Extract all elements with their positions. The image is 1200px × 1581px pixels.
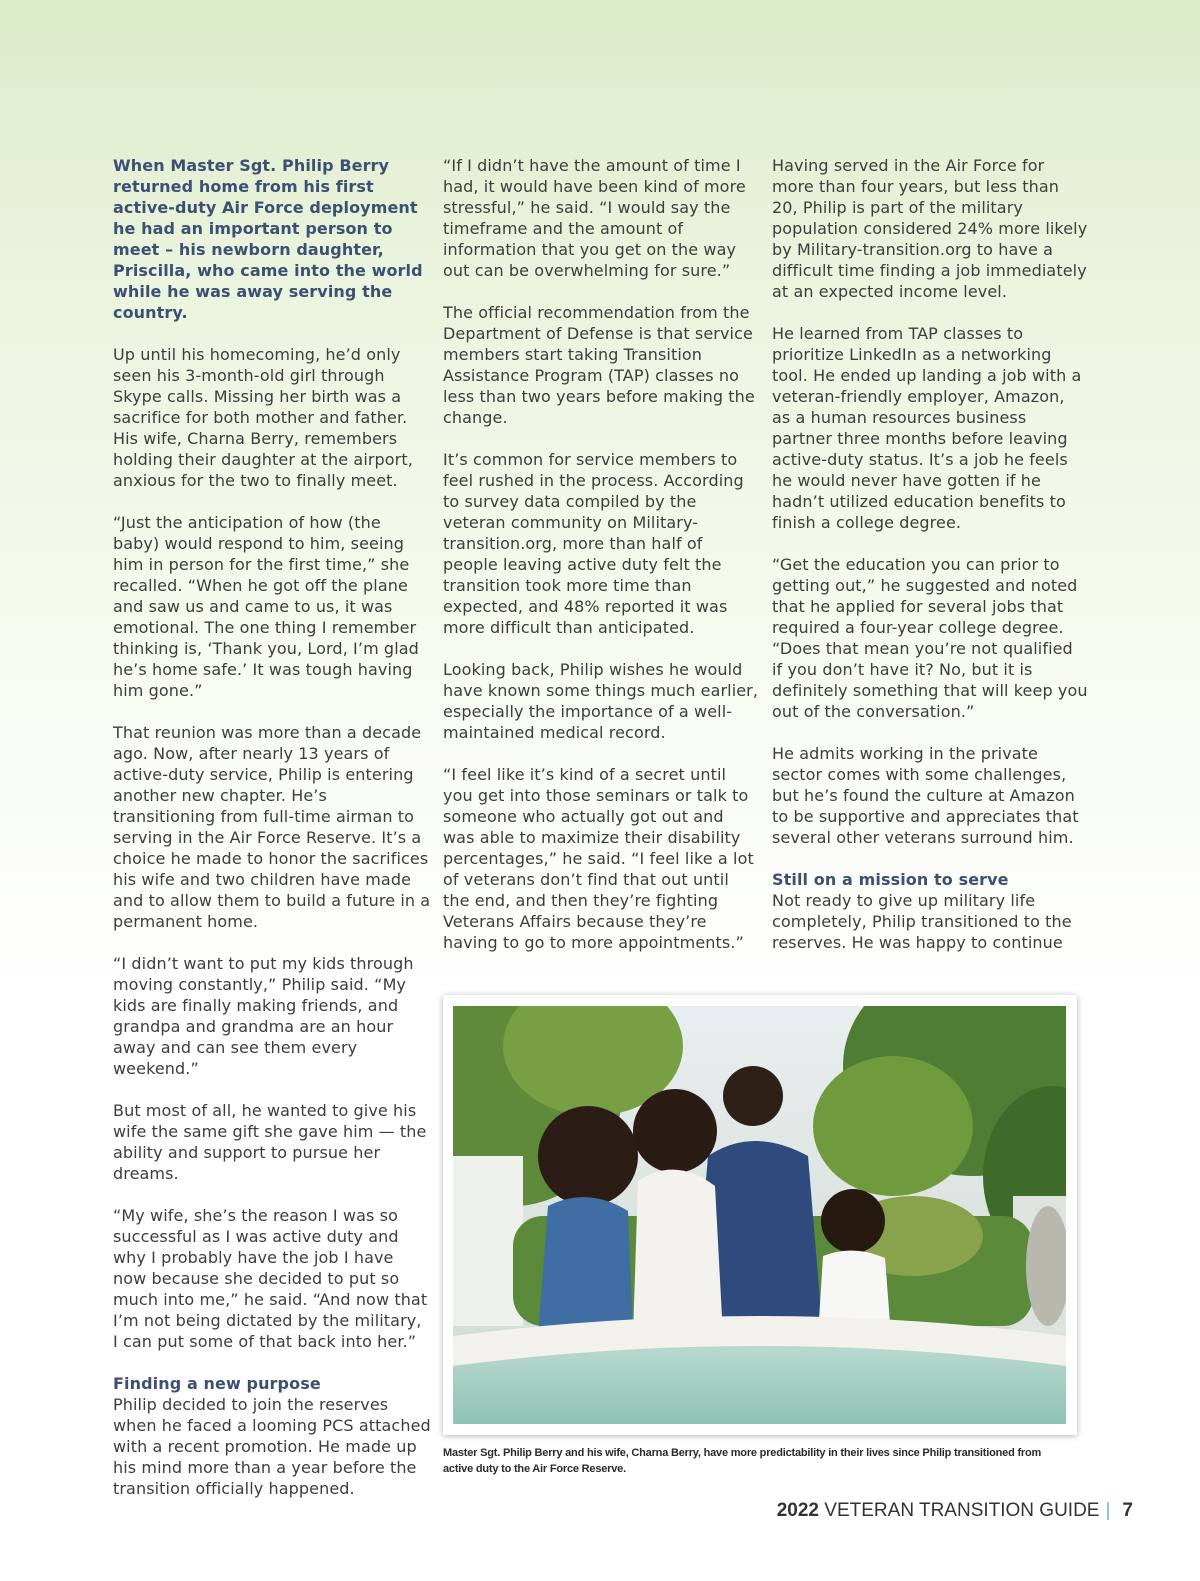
footer-year: 2022 xyxy=(776,1500,820,1521)
body-paragraph: That reunion was more than a decade ago. Now, after nearly 13 years of active-duty service, Philip is entering another new chapter. He’s transitioning from full-time airman to serving in the Air Force Reserve. It’s a choice he made to honor the sacrifices his wife and two children have made and to allow them to build a future in a permanent home. xyxy=(113,723,431,931)
body-paragraph: “I didn’t want to put my kids through moving constantly,” Philip said. “My kids are finally making friends, and grandpa and grandma are an hour away and can see them every weekend.” xyxy=(113,954,414,1078)
body-paragraph: “Just the anticipation of how (the baby) would respond to him, seeing him in person for the first time,” she recalled. “When he got off the plane and saw us and came to us, it was emotional. The one thing I remember thinking is, ‘Thank you, Lord, I’m glad he’s home safe.’ It was tough having him gone.” xyxy=(113,513,419,700)
body-paragraph: Looking back, Philip wishes he would have known some things much earlier, especially the importance of a well-maintained medical record. xyxy=(443,660,759,742)
body-paragraph: It’s common for service members to feel rushed in the process. According to survey data compiled by the veteran community on Military-transition.org, more than half of people leaving active duty felt the transition took more time than expected, and 48% reported it was more difficult than anticipated. xyxy=(443,450,744,637)
body-paragraph: The official recommendation from the Department of Defense is that service members start taking Transition Assistance Program (TAP) classes no less than two years before making the change. xyxy=(443,303,755,427)
family-photo xyxy=(453,1006,1066,1424)
page-footer xyxy=(777,1500,1133,1522)
family-photo-illustration xyxy=(453,1006,1066,1424)
body-paragraph: Philip decided to join the reserves when he faced a looming PCS attached with a recent promotion. He made up his mind more than a year before the transition officially happened. xyxy=(113,1395,431,1498)
photo-caption: Master Sgt. Philip Berry and his wife, Charna Berry, have more predictability in their lives since Philip transitioned from active duty to the Air Force Reserve. xyxy=(443,1447,1042,1475)
footer-separator: | xyxy=(1105,1500,1111,1521)
subheading: Still on a mission to serve xyxy=(772,870,1009,889)
article-column-3 xyxy=(772,155,1088,974)
body-paragraph: He admits working in the private sector comes with some challenges, but he’s found the culture at Amazon to be supportive and appreciates that several other veterans surround him. xyxy=(772,744,1079,847)
body-paragraph: Not ready to give up military life completely, Philip transitioned to the reserves. He was happy to continue xyxy=(772,891,1072,952)
subheading: Finding a new purpose xyxy=(113,1374,321,1393)
body-paragraph: He learned from TAP classes to prioritize LinkedIn as a networking tool. He ended up landing a job with a veteran-friendly employer, Amazon, as a human resources business partner three months before leaving active-duty status. It’s a job he feels he would never have gotten if he hadn’t utilized education benefits to finish a college degree. xyxy=(772,324,1082,532)
page-number: 7 xyxy=(1122,1500,1133,1521)
body-paragraph: “If I didn’t have the amount of time I had, it would have been kind of more stressful,” he said. “I would say the timeframe and the amount of information that you get on the way out can be overwhelming for sure.” xyxy=(443,156,746,280)
article-column-2 xyxy=(443,155,759,974)
body-paragraph: Up until his homecoming, he’d only seen his 3-month-old girl through Skype calls. Missing her birth was a sacrifice for both mother and father. His wife, Charna Berry, remembers holding their daughter at the airport, anxious for the two to finally meet. xyxy=(113,345,413,490)
body-paragraph: But most of all, he wanted to give his wife the same gift she gave him — the ability and support to pursue her dreams. xyxy=(113,1101,427,1183)
article-column-1 xyxy=(113,155,431,1520)
photo-frame xyxy=(443,995,1077,1435)
body-paragraph: “Get the education you can prior to getting out,” he suggested and noted that he applied for several jobs that required a four-year college degree. “Does that mean you’re not qualified if you don’t have it? No, but it is definitely something that will keep you out of the conversation.” xyxy=(772,555,1088,721)
body-paragraph: “I feel like it’s kind of a secret until you get into those seminars or talk to someone who actually got out and was able to maximize their disability percentages,” he said. “I feel like a lot of veterans don’t find that out until the end, and then they’re fighting Veterans Affairs because they’re having to go to more appointments.” xyxy=(443,765,754,952)
body-paragraph: Having served in the Air Force for more than four years, but less than 20, Philip is part of the military population considered 24% more likely by Military-transition.org to have a difficult time finding a job immediately at an expected income level. xyxy=(772,156,1088,301)
body-paragraph: “My wife, she’s the reason I was so successful as I was active duty and why I probably have the job I have now because she decided to put so much into me,” he said. “And now that I’m not being dictated by the military, I can put some of that back into her.” xyxy=(113,1206,428,1351)
lede-paragraph: When Master Sgt. Philip Berry returned home from his first active-duty Air Force deployment he had an important person to meet – his newborn daughter, Priscilla, who came into the world while he was away serving the country. xyxy=(113,156,423,322)
footer-title: VETERAN TRANSITION GUIDE xyxy=(824,1500,1100,1521)
